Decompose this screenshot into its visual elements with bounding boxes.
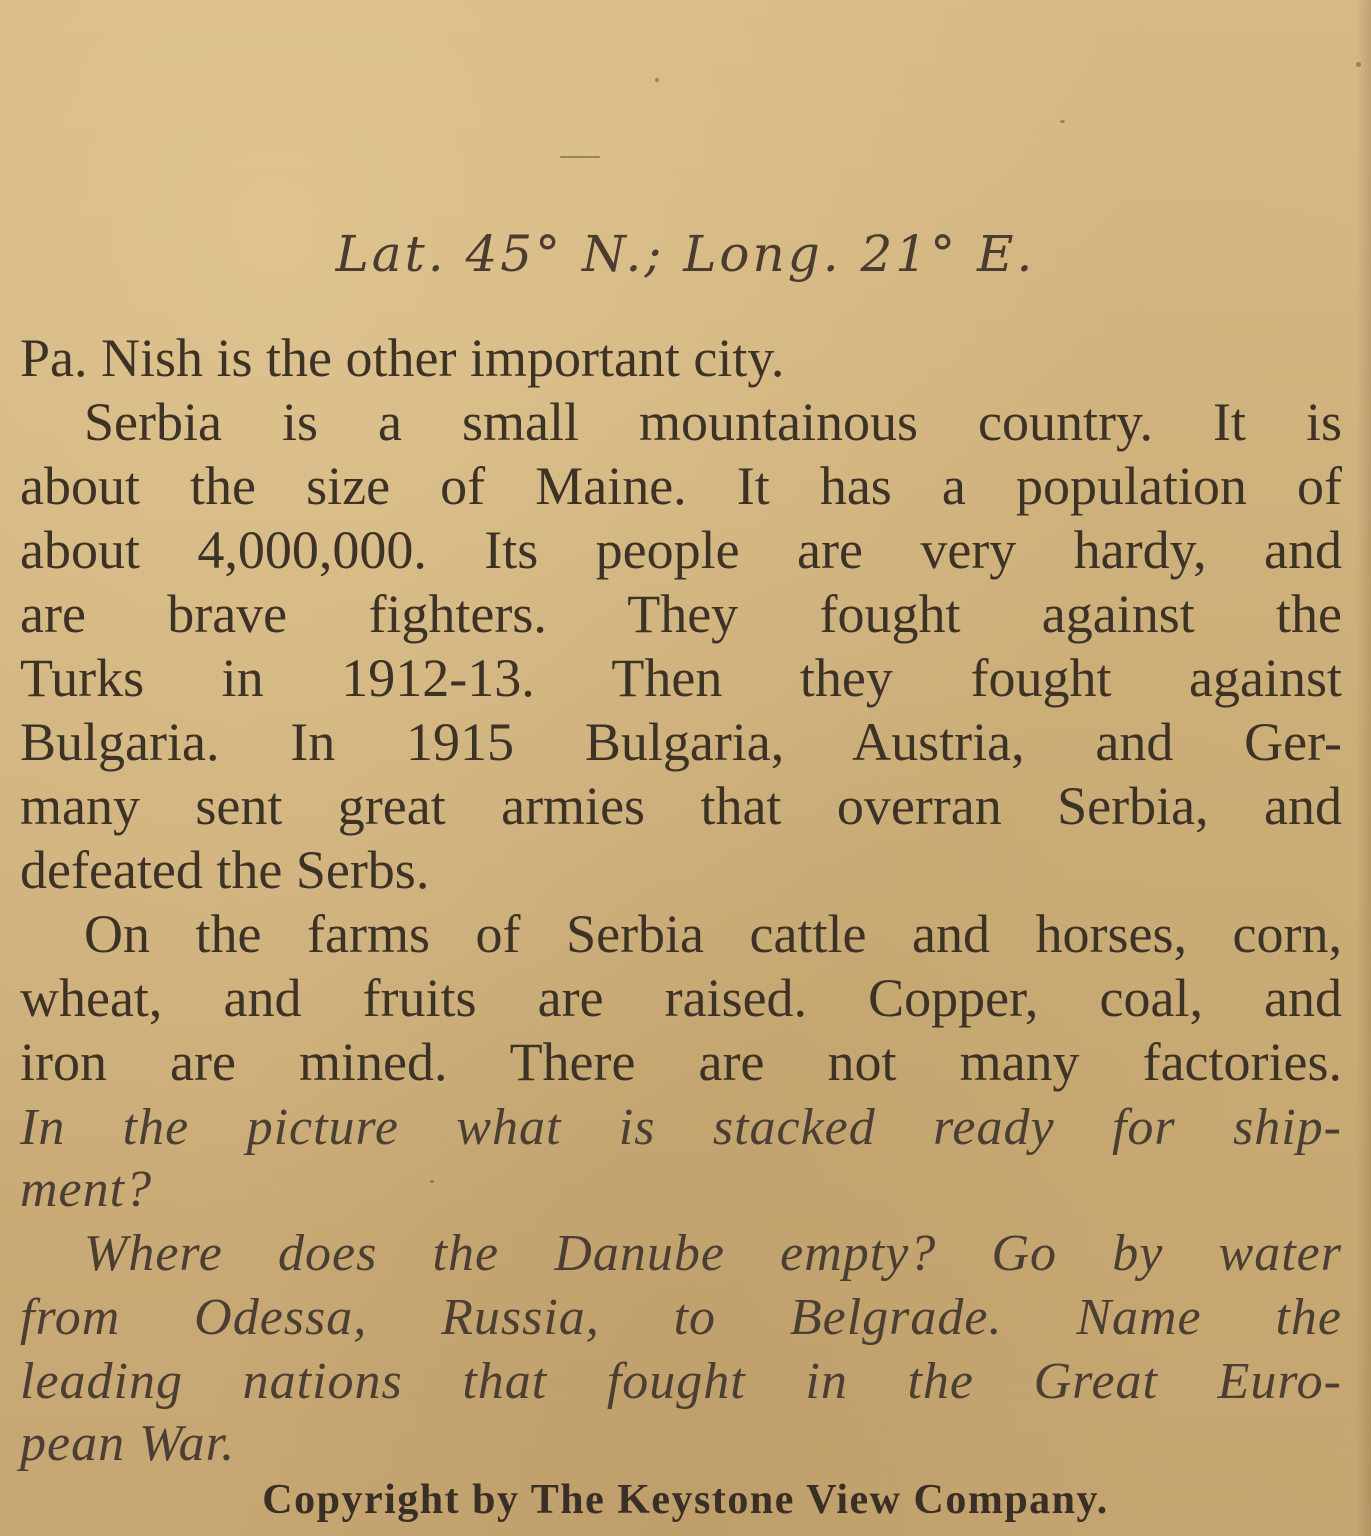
- text-line: many sent great armies that overran Serbia, and: [20, 776, 1342, 836]
- question-line: pean War.: [20, 1415, 236, 1472]
- text-line: Pa. Nish is the other important city.: [20, 328, 785, 388]
- paper-speck: [655, 78, 659, 82]
- text-line: about 4,000,000. Its people are very hardy, and: [20, 520, 1342, 580]
- paper-speck: [1356, 62, 1361, 67]
- text-line: Turks in 1912-13. Then they fought against: [20, 648, 1342, 708]
- text-line: On the farms of Serbia cattle and horses, corn,: [84, 904, 1342, 964]
- text-line: Serbia is a small mountainous country. It is: [84, 392, 1342, 452]
- paper-speck: [560, 156, 600, 158]
- paper-speck: [1060, 120, 1065, 123]
- text-line: are brave fighters. They fought against the: [20, 584, 1342, 644]
- copyright-notice: Copyright by The Keystone View Company.: [262, 1477, 1109, 1523]
- question-line: from Odessa, Russia, to Belgrade. Name the: [20, 1289, 1342, 1346]
- question-line: ment?: [20, 1161, 153, 1218]
- question-line: In the picture what is stacked ready for ship-: [20, 1099, 1342, 1156]
- text-line: defeated the Serbs.: [20, 840, 430, 900]
- text-line: Bulgaria. In 1915 Bulgaria, Austria, and Ger-: [20, 712, 1342, 772]
- coordinates-heading: Lat. 45° N.; Long. 21° E.: [335, 225, 1036, 283]
- text-line: about the size of Maine. It has a population of: [20, 456, 1342, 516]
- text-line: wheat, and fruits are raised. Copper, coal, and: [20, 968, 1342, 1028]
- text-line: iron are mined. There are not many factories.: [20, 1032, 1342, 1092]
- question-line: leading nations that fought in the Great Euro-: [20, 1353, 1342, 1410]
- question-line: Where does the Danube empty? Go by water: [84, 1225, 1342, 1282]
